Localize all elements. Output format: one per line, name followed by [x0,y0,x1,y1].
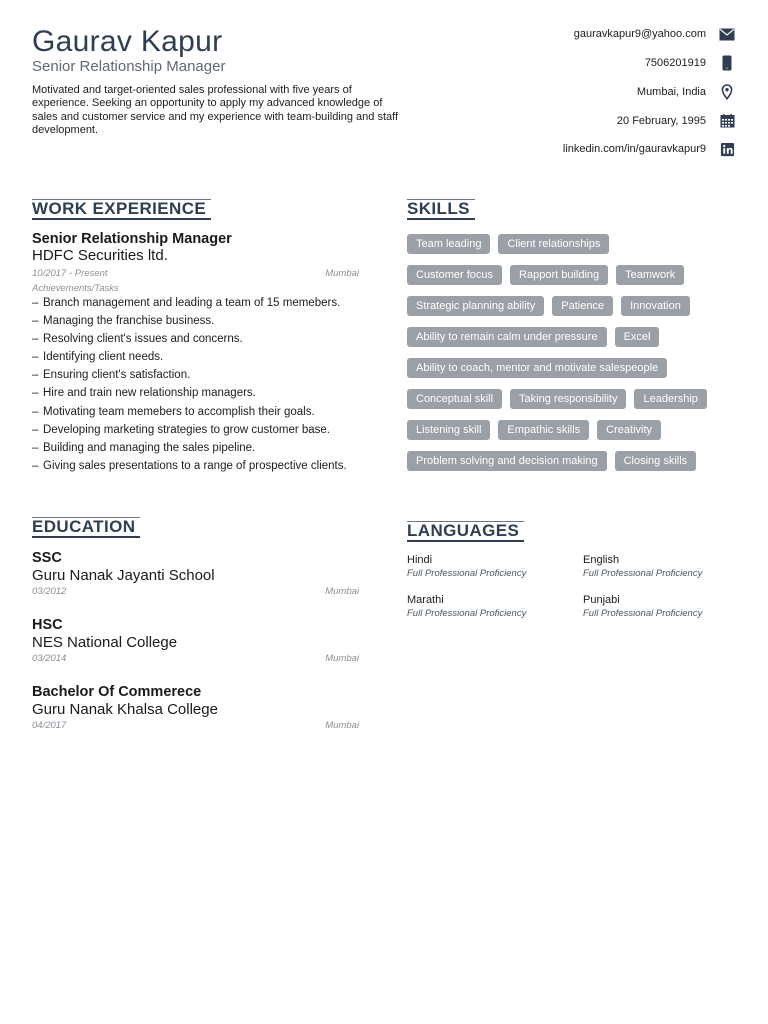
phone-icon [718,54,736,72]
location-text: Mumbai, India [636,85,706,98]
languages-list [407,553,759,633]
education-entry [32,683,359,732]
task-item: – Ensuring client's satisfaction. [32,366,362,384]
skill-tag: Ability to remain calm under pressure [407,327,607,347]
skill-tag: Customer focus [407,265,502,285]
job-location: Mumbai [325,268,359,279]
languages-heading: LANGUAGES [407,521,524,542]
task-item: – Branch management and leading a team of 15 memebers. [32,294,362,312]
language-level: Full Professional Proficiency [583,568,703,579]
work-experience-heading: WORK EXPERIENCE [32,199,211,220]
linkedin-text[interactable]: linkedin.com/in/gauravkapur9 [562,143,706,156]
contact-birthdate [563,106,736,135]
skill-tag: Client relationships [498,234,609,254]
skill-tag: Excel [615,327,660,347]
job-role: Senior Relationship Manager [32,231,232,247]
education-location: Mumbai [325,720,359,731]
education-degree: SSC [32,550,62,566]
skill-row [407,265,734,285]
education-location: Mumbai [325,653,359,664]
language-name: Marathi [407,594,444,606]
education-school: NES National College [32,634,178,651]
task-item: – Identifying client needs. [32,348,362,366]
job-meta [32,268,359,280]
skill-tag: Ability to coach, mentor and motivate salespeople [407,358,667,378]
education-heading: EDUCATION [32,517,140,538]
contact-location [563,78,736,107]
education-meta [32,720,359,732]
education-school: Guru Nanak Khalsa College [32,701,218,718]
education-date: 03/2014 [32,653,67,664]
job-dates: 10/2017 - Present [32,268,108,279]
language-item [583,593,759,633]
skill-tag: Strategic planning ability [407,296,544,316]
skill-tag: Teamwork [616,265,684,285]
skill-tag: Closing skills [615,451,697,471]
skill-tag: Patience [552,296,613,316]
candidate-title: Senior Relationship Manager [32,58,226,75]
education-entry [32,549,359,598]
skill-tag: Rapport building [510,265,608,285]
skills-heading: SKILLS [407,199,475,220]
task-item: – Resolving client's issues and concerns. [32,330,362,348]
calendar-icon [718,112,736,130]
skill-tag: Creativity [597,420,661,440]
skill-row [407,420,734,440]
task-item: – Building and managing the sales pipeline. [32,439,362,457]
email-text[interactable]: gauravkapur9@yahoo.com [573,28,706,41]
contact-phone [563,49,736,78]
linkedin-icon [718,140,736,158]
tasks-label: Achievements/Tasks [32,283,119,294]
education-meta [32,586,359,598]
contact-list [563,20,736,164]
skill-tag: Team leading [407,234,490,254]
language-level: Full Professional Proficiency [407,608,527,619]
phone-text: 7506201919 [644,57,706,70]
skill-row [407,389,734,409]
language-item [407,593,583,633]
skill-tag: Leadership [634,389,706,409]
education-location: Mumbai [325,586,359,597]
skill-tag: Problem solving and decision making [407,451,607,471]
task-item: – Hire and train new relationship managers. [32,384,362,402]
task-item: – Developing marketing strategies to grow customer base. [32,421,362,439]
task-list [32,294,362,475]
education-entry [32,616,359,665]
education-date: 03/2012 [32,586,67,597]
language-name: Punjabi [583,594,620,606]
skill-tag: Innovation [621,296,690,316]
task-item: – Giving sales presentations to a range of prospective clients. [32,457,362,475]
education-school: Guru Nanak Jayanti School [32,567,215,584]
map-pin-icon [718,83,736,101]
skill-tag: Conceptual skill [407,389,502,409]
task-item: – Motivating team memebers to accomplish their goals. [32,403,362,421]
education-date: 04/2017 [32,720,67,731]
education-degree: HSC [32,617,63,633]
education-degree: Bachelor Of Commerece [32,684,202,700]
skills-list [407,234,734,482]
task-item: – Managing the franchise business. [32,312,362,330]
education-meta [32,653,359,665]
skill-row [407,234,734,254]
skill-tag: Listening skill [407,420,490,440]
language-name: Hindi [407,554,433,566]
language-name: English [583,554,620,566]
profile-summary: Motivated and target-oriented sales professional with five years of experience. Seeking an opportunity to apply my advanced knowledge of sales and customer service and my experience with team-building and staff development. [32,84,399,137]
language-item [407,553,583,593]
language-level: Full Professional Proficiency [407,568,527,579]
skill-tag: Taking responsibility [510,389,626,409]
language-item [583,553,759,593]
language-level: Full Professional Proficiency [583,608,703,619]
skill-row [407,358,734,378]
job-company: HDFC Securities ltd. [32,247,168,264]
skill-row [407,451,734,471]
skill-tag: Empathic skills [498,420,589,440]
skill-row [407,296,734,316]
envelope-icon [718,25,736,43]
birthdate-text: 20 February, 1995 [616,114,706,127]
skill-row [407,327,734,347]
contact-linkedin[interactable] [563,135,736,164]
candidate-name: Gaurav Kapur [32,25,223,58]
contact-email[interactable] [563,20,736,49]
